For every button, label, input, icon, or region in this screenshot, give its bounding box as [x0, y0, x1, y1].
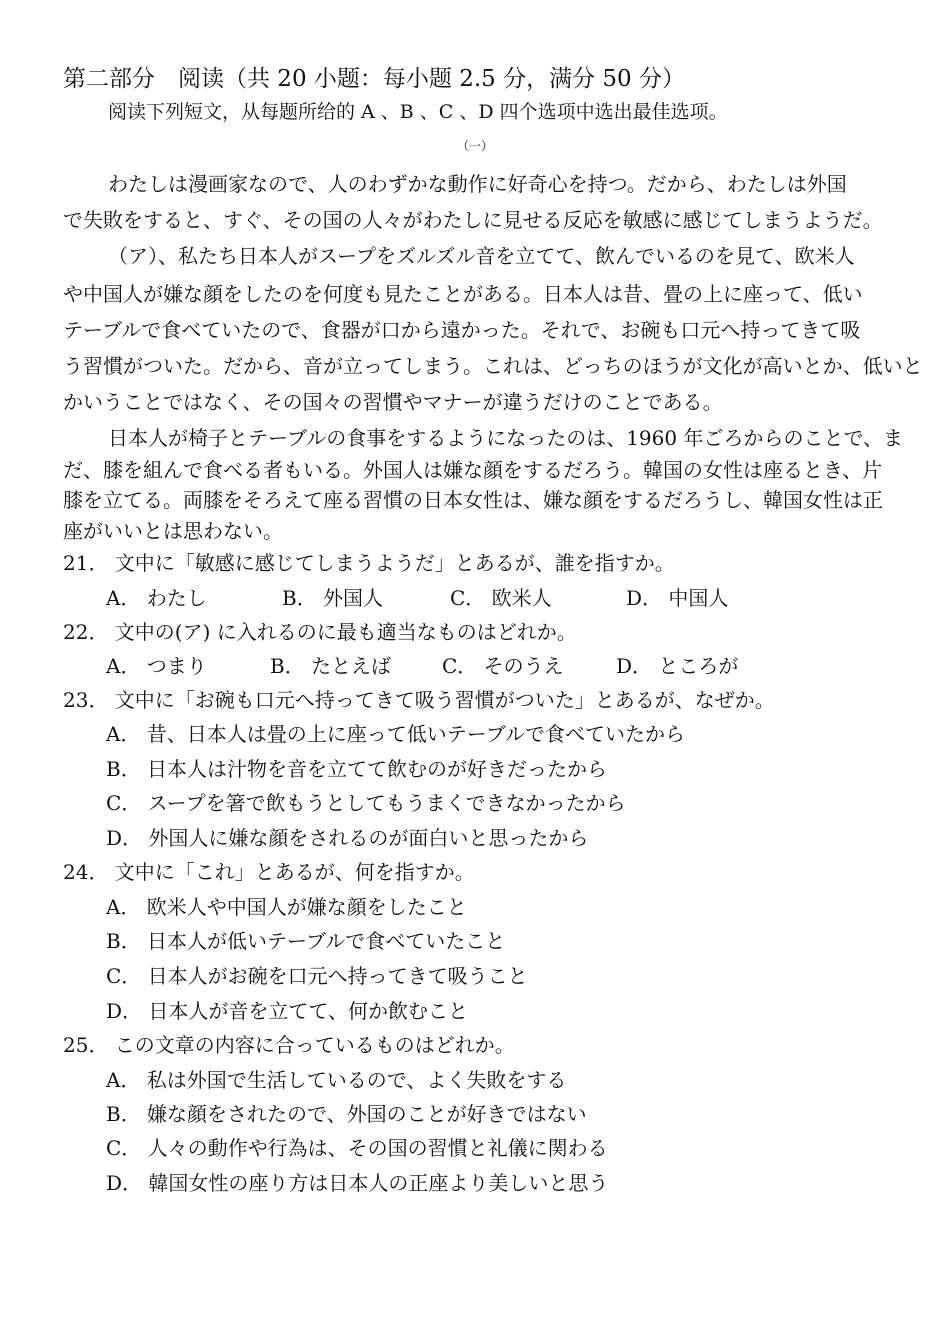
question-23-stem: 23． 文中に「お碗も口元へ持ってきて吸う習慣がついた」とあるが、なぜか。	[63, 688, 775, 712]
question-21-option-d: D． 中国人	[626, 586, 729, 610]
question-22-option-a: A． つまり	[106, 654, 207, 678]
question-24-stem: 24． 文中に「これ」とあるが、何を指すか。	[63, 860, 475, 884]
question-24-option-c: C． 日本人がお碗を口元へ持ってきて吸うこと	[106, 964, 528, 988]
passage-line: 膝を立てる。両膝をそろえて座る習慣の日本女性は、嫌な顔をするだろうし、韓国女性は正	[63, 488, 883, 512]
question-24-option-b: B． 日本人が低いテーブルで食べていたこと	[106, 929, 506, 953]
passage-line: テーブルで食べていたので、食器が口から遠かった。それで、お碗も口元へ持ってきて吸	[63, 318, 861, 342]
passage-line: 日本人が椅子とテーブルの食事をするようになったのは、1960 年ごろからのことで、ま	[108, 426, 904, 450]
passage-line: （ア）、私たち日本人がスープをズルズル音を立てて、飲んでいるのを見て、欧米人	[108, 244, 855, 268]
question-22-option-c: C． そのうえ	[442, 654, 564, 678]
passage-number: （一）	[456, 139, 493, 153]
question-23-option-a: A． 昔、日本人は畳の上に座って低いテーブルで食べていたから	[106, 722, 686, 746]
passage-line: で失敗をすると、すぐ、その国の人々がわたしに見せる反応を敏感に感じてしまうようだ。	[63, 208, 883, 232]
question-22-option-d: D． ところが	[616, 654, 739, 678]
passage-line: わたしは漫画家なので、人のわずかな動作に好奇心を持つ。だから、わたしは外国	[108, 172, 847, 196]
passage-line: う習慣がついた。だから、音が立ってしまう。これは、どっちのほうが文化が高いとか、低いと	[63, 354, 923, 378]
question-25-stem: 25． この文章の内容に合っているものはどれか。	[63, 1033, 515, 1057]
question-22-stem: 22． 文中の(ア) に入れるのに最も適当なものはどれか。	[63, 620, 577, 644]
question-24-option-a: A． 欧米人や中国人が嫌な顔をしたこと	[106, 895, 467, 919]
question-25-option-d: D． 韓国女性の座り方は日本人の正座より美しいと思う	[106, 1171, 609, 1195]
section-heading: 第二部分 阅读（共 20 小题：每小题 2.5 分，满分 50 分）	[63, 66, 685, 92]
section-instruction: 阅读下列短文，从每题所给的 A 、B 、C 、D 四个选项中选出最佳选项。	[108, 101, 728, 123]
question-21-option-a: A． わたし	[106, 586, 207, 610]
passage-line: かいうことではなく、その国々の習慣やマナーが違うだけのことである。	[63, 390, 723, 414]
question-21-stem: 21． 文中に「敏感に感じてしまうようだ」とあるが、誰を指すか。	[63, 551, 675, 575]
question-21-option-b: B． 外国人	[282, 586, 384, 610]
passage-line: や中国人が嫌な顔をしたのを何度も見たことがある。日本人は昔、畳の上に座って、低い	[63, 282, 863, 306]
question-21-option-c: C． 欧米人	[450, 586, 552, 610]
question-25-option-c: C． 人々の動作や行為は、その国の習慣と礼儀に関わる	[106, 1136, 608, 1160]
question-23-option-d: D． 外国人に嫌な顔をされるのが面白いと思ったから	[106, 826, 589, 850]
question-25-option-a: A． 私は外国で生活しているので、よく失敗をする	[106, 1068, 567, 1092]
question-25-option-b: B． 嫌な顔をされたので、外国のことが好きではない	[106, 1102, 587, 1126]
question-22-option-b: B． たとえば	[270, 654, 392, 678]
question-23-option-b: B． 日本人は汁物を音を立てて飲むのが好きだったから	[106, 757, 608, 781]
passage-line: 座がいいとは思わない。	[63, 519, 283, 543]
question-23-option-c: C． スープを箸で飲もうとしてもうまくできなかったから	[106, 791, 626, 815]
question-24-option-d: D． 日本人が音を立てて、何か飲むこと	[106, 999, 468, 1023]
passage-line: だ、膝を組んで食べる者もいる。外国人は嫌な顔をするだろう。韓国の女性は座るとき、片	[63, 458, 883, 482]
